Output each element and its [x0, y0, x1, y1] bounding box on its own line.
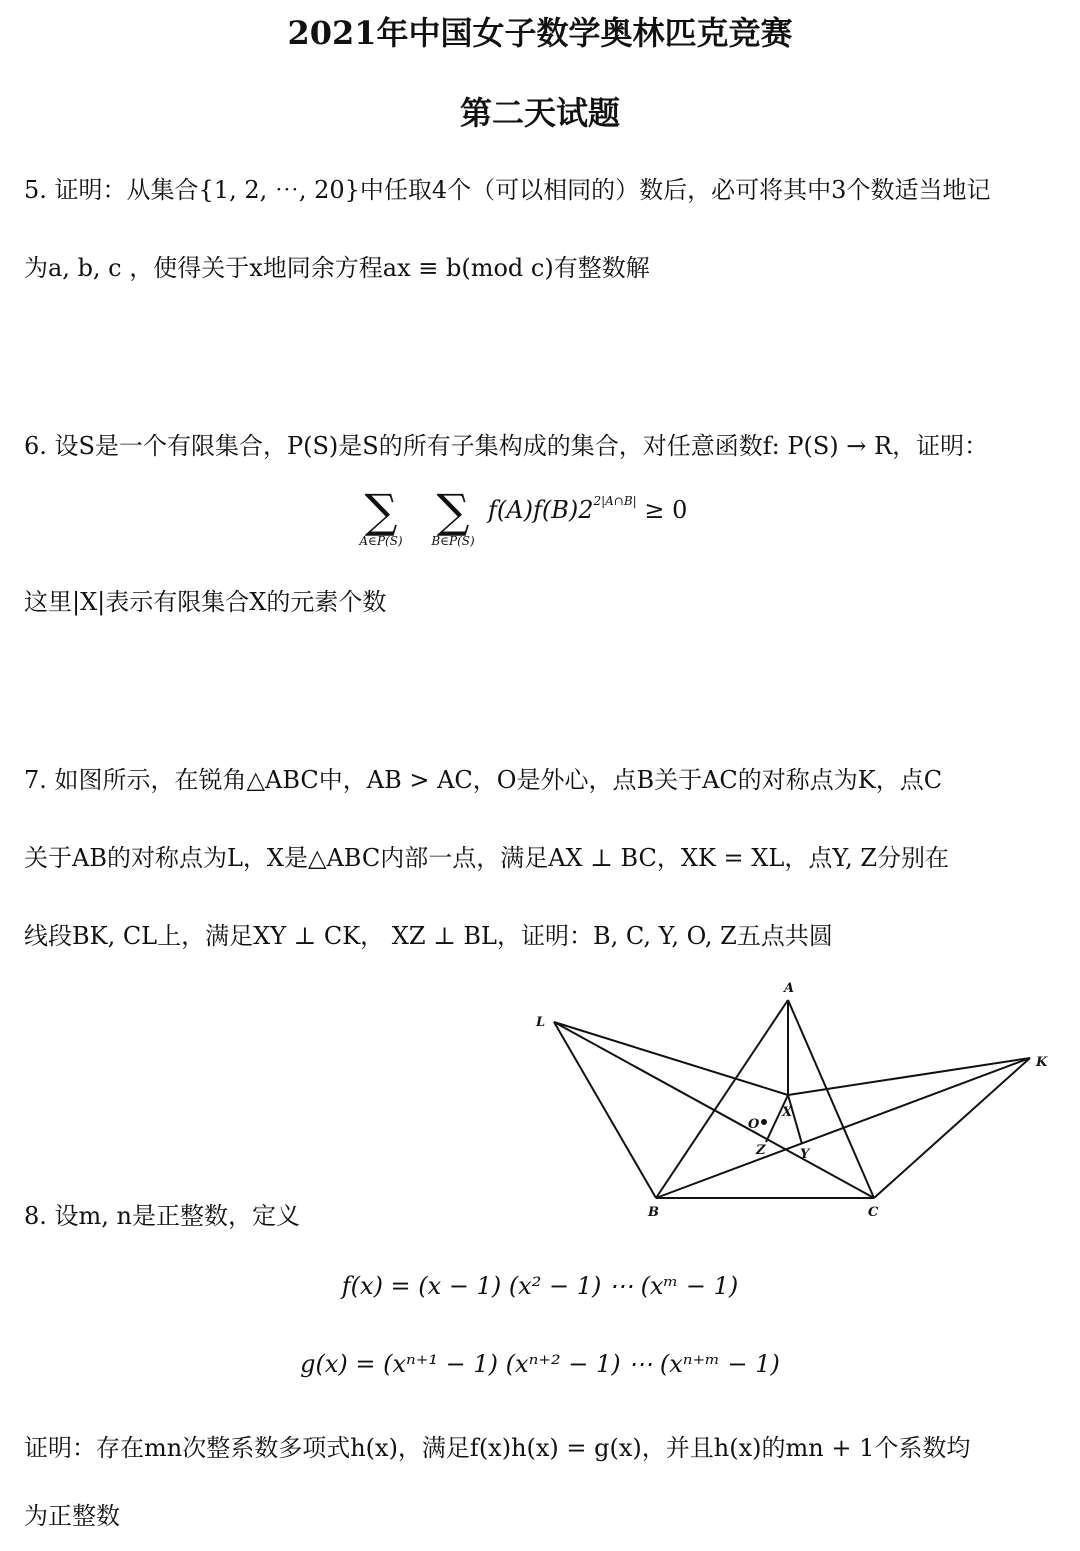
- label-c: C: [868, 1205, 879, 1220]
- label-o: O: [748, 1117, 760, 1132]
- problem-8-line-2: 证明：存在mn次整系数多项式h(x)，满足f(x)h(x) = g(x)，并且h(x)的mn + 1个系数均: [24, 1434, 971, 1462]
- label-x: X: [782, 1105, 793, 1120]
- problem-5-line-2: 为a, b, c ，使得关于x地同余方程ax ≡ b(mod c)有整数解: [24, 254, 650, 282]
- label-y: Y: [800, 1147, 810, 1162]
- segment-lc: [554, 1022, 874, 1198]
- sum-symbol-1: ∑: [364, 484, 398, 538]
- label-l: L: [536, 1015, 546, 1030]
- problem-5-line-1: 5. 证明：从集合{1, 2, ⋯, 20}中任取4个（可以相同的）数后，必可将其中3个数适当地记: [24, 176, 991, 204]
- problem-8-line-1: 8. 设m, n是正整数，定义: [24, 1202, 300, 1230]
- formula-exponent: 2|A∩B|: [593, 494, 637, 508]
- problem-7-line-3: 线段BK, CL上，满足XY ⊥ CK， XZ ⊥ BL，证明：B, C, Y, O, Z五点共圆: [24, 922, 833, 950]
- formula-relation: ≥ 0: [636, 496, 688, 524]
- sum-symbol-2: ∑: [436, 484, 470, 538]
- page-title: 2021年中国女子数学奥林匹克竞赛: [287, 14, 793, 52]
- problem-8-line-3: 为正整数: [24, 1502, 120, 1530]
- sum-subscript-1: A∈P(S): [359, 534, 403, 548]
- formula-product: f(A)f(B)2: [488, 496, 594, 524]
- segment-ac: [788, 1000, 874, 1198]
- problem-6-line-2: 这里|X|表示有限集合X的元素个数: [24, 588, 387, 616]
- label-a: A: [784, 981, 795, 996]
- label-k: K: [1036, 1055, 1048, 1070]
- problem-7-line-2: 关于AB的对称点为L，X是△ABC内部一点，满足AX ⊥ BC，XK = XL，点Y, Z分别在: [24, 844, 950, 872]
- page-subtitle: 第二天试题: [459, 94, 620, 132]
- problem-6-line-1: 6. 设S是一个有限集合，P(S)是S的所有子集构成的集合，对任意函数f: P(S) → R，证明：: [24, 432, 989, 460]
- problem-7-line-1: 7. 如图所示，在锐角△ABC中，AB > AC，O是外心，点B关于AC的对称点为K，点C: [24, 766, 943, 794]
- geometry-figure: [520, 970, 1060, 1230]
- problem-8-f-definition: f(x) = (x − 1) (x² − 1) ⋯ (xᵐ − 1): [341, 1272, 739, 1300]
- point-o-dot: [761, 1119, 767, 1125]
- segment-ab: [656, 1000, 788, 1198]
- label-b: B: [648, 1205, 659, 1220]
- segment-kb: [656, 1058, 1030, 1198]
- problem-6-formula: [346, 484, 746, 554]
- label-z: Z: [756, 1143, 766, 1158]
- problem-8-g-definition: g(x) = (xⁿ⁺¹ − 1) (xⁿ⁺² − 1) ⋯ (xⁿ⁺ᵐ − 1): [300, 1350, 780, 1378]
- sum-subscript-2: B∈P(S): [431, 534, 475, 548]
- formula-body: [488, 496, 687, 524]
